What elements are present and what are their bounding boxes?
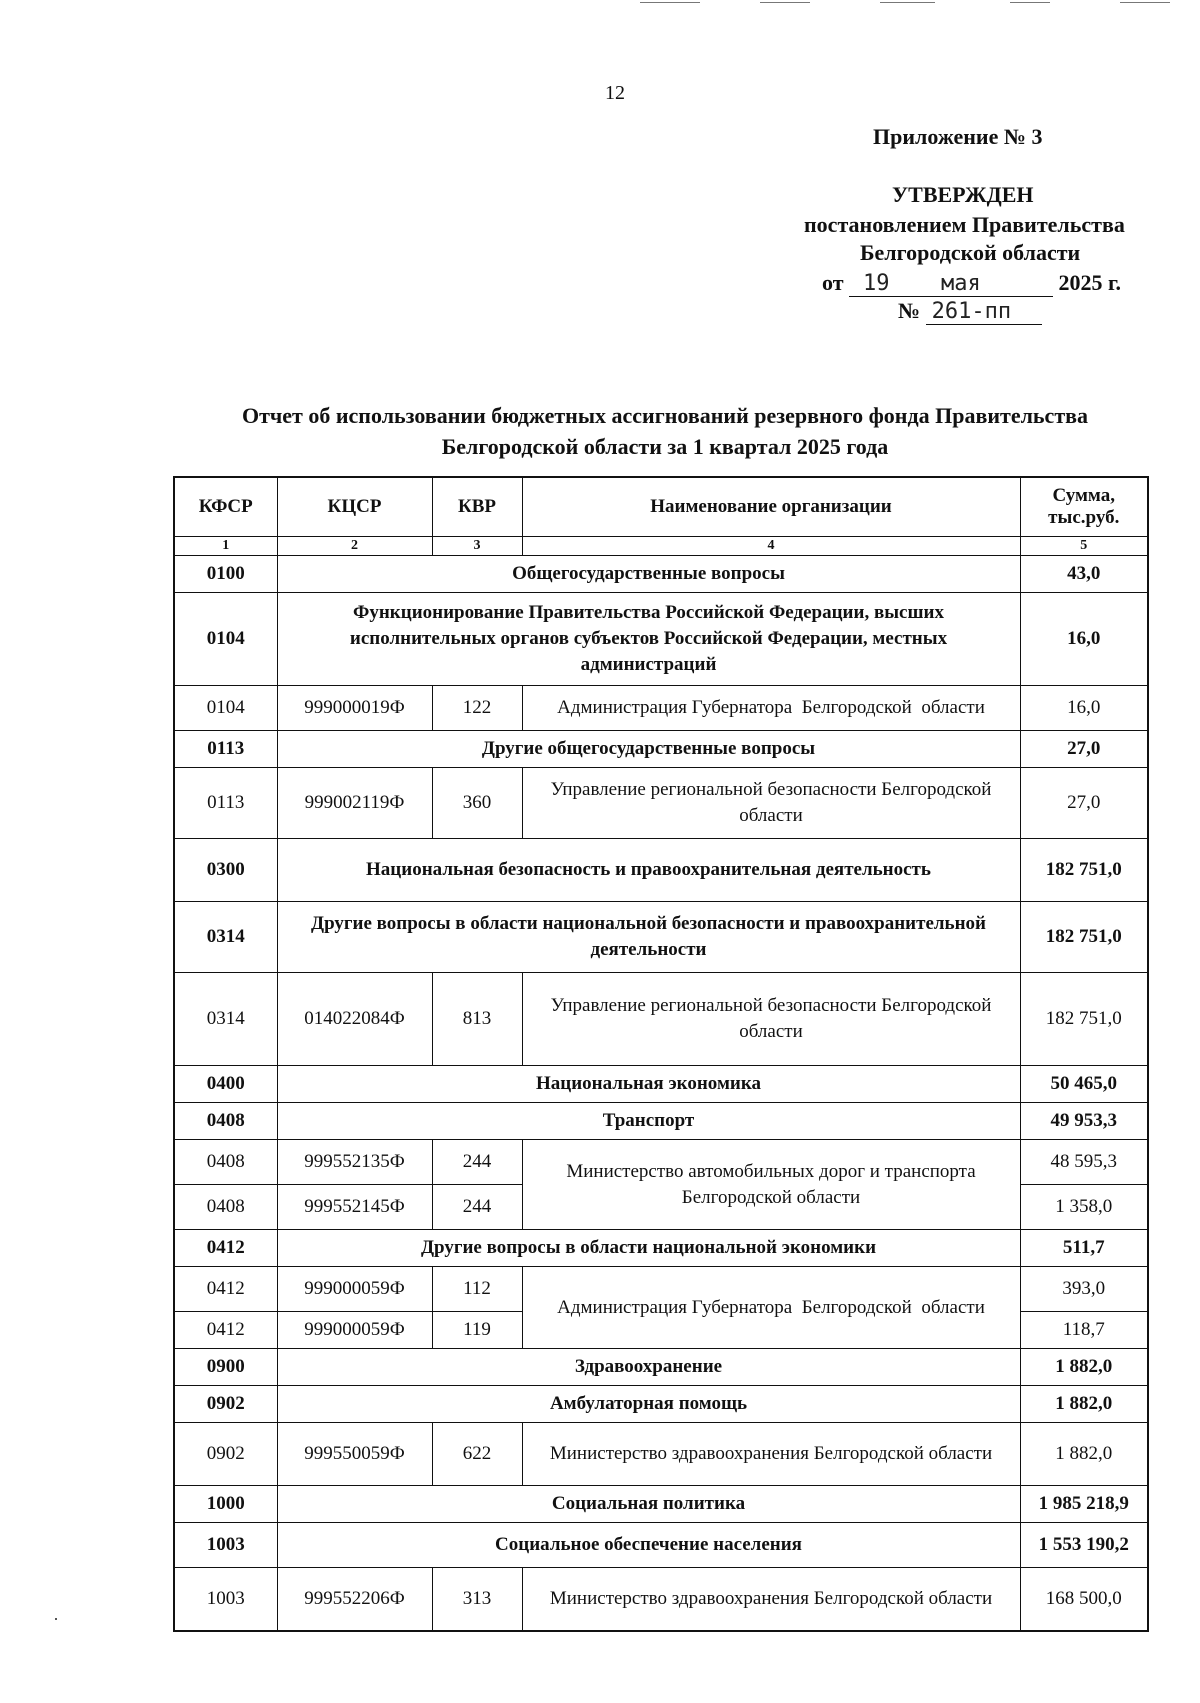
section-name: Общегосударственные вопросы bbox=[277, 556, 1020, 593]
kvr-cell: 112 bbox=[432, 1267, 522, 1312]
section-name: Другие вопросы в области национальной безопасности и правоохранительной деятельности bbox=[277, 902, 1020, 973]
kcsr-cell: 999000019Ф bbox=[277, 686, 432, 731]
kvr-cell: 622 bbox=[432, 1423, 522, 1486]
table-row bbox=[174, 1423, 1148, 1486]
date-day: 19 bbox=[849, 272, 931, 297]
table-row bbox=[174, 686, 1148, 731]
date-month: мая bbox=[931, 272, 1053, 297]
report-title-line2: Белгородской области за 1 квартал 2025 года bbox=[441, 434, 889, 459]
kfsr-cell: 1000 bbox=[174, 1486, 277, 1523]
column-number: 2 bbox=[277, 537, 432, 556]
kfsr-cell: 0902 bbox=[174, 1423, 277, 1486]
table-header-row bbox=[174, 477, 1148, 537]
column-number: 4 bbox=[522, 537, 1020, 556]
decree-label: постановлением Правительства bbox=[804, 212, 1125, 237]
section-row bbox=[174, 839, 1148, 902]
section-name: Транспорт bbox=[277, 1103, 1020, 1140]
kfsr-cell: 0902 bbox=[174, 1386, 277, 1423]
sum-cell: 1 882,0 bbox=[1020, 1386, 1148, 1423]
section-name: Социальное обеспечение населения bbox=[277, 1523, 1020, 1568]
date-year: 2025 г. bbox=[1058, 270, 1122, 295]
subsection-row bbox=[174, 1523, 1148, 1568]
org-name-cell: Министерство здравоохранения Белгородской области bbox=[522, 1423, 1020, 1486]
kfsr-cell: 0113 bbox=[174, 768, 277, 839]
sum-cell: 27,0 bbox=[1020, 731, 1148, 768]
org-name-cell: Управление региональной безопасности Белгородской области bbox=[522, 768, 1020, 839]
kvr-cell: 360 bbox=[432, 768, 522, 839]
kfsr-cell: 0314 bbox=[174, 973, 277, 1066]
section-row bbox=[174, 1066, 1148, 1103]
kfsr-cell: 0412 bbox=[174, 1312, 277, 1349]
kcsr-cell: 999552206Ф bbox=[277, 1568, 432, 1632]
sum-cell: 182 751,0 bbox=[1020, 902, 1148, 973]
org-name-cell: Администрация Губернатора Белгородской области bbox=[522, 686, 1020, 731]
org-name-cell: Администрация Губернатора Белгородской области bbox=[522, 1267, 1020, 1349]
sum-cell: 1 553 190,2 bbox=[1020, 1523, 1148, 1568]
sum-cell: 1 882,0 bbox=[1020, 1423, 1148, 1486]
kfsr-cell: 0314 bbox=[174, 902, 277, 973]
region-label: Белгородской области bbox=[860, 240, 1081, 265]
section-name: Другие общегосударственные вопросы bbox=[277, 731, 1020, 768]
header-sum: Сумма, тыс.руб. bbox=[1020, 477, 1148, 537]
header-org-name: Наименование организации bbox=[522, 477, 1020, 537]
table-row bbox=[174, 1140, 1148, 1185]
kcsr-cell: 999002119Ф bbox=[277, 768, 432, 839]
approval-date bbox=[822, 268, 1121, 298]
appendix-label: Приложение № 3 bbox=[873, 124, 1043, 149]
sum-cell: 1 358,0 bbox=[1020, 1185, 1148, 1230]
kvr-cell: 119 bbox=[432, 1312, 522, 1349]
kfsr-cell: 0412 bbox=[174, 1267, 277, 1312]
sum-cell: 43,0 bbox=[1020, 556, 1148, 593]
kfsr-cell: 0408 bbox=[174, 1103, 277, 1140]
kfsr-cell: 0408 bbox=[174, 1185, 277, 1230]
kfsr-cell: 0100 bbox=[174, 556, 277, 593]
kcsr-cell: 999552145Ф bbox=[277, 1185, 432, 1230]
subsection-row bbox=[174, 593, 1148, 686]
report-title-line1: Отчет об использовании бюджетных ассигнований резервного фонда Правительства bbox=[241, 403, 1089, 428]
kcsr-cell: 999552135Ф bbox=[277, 1140, 432, 1185]
kvr-cell: 813 bbox=[432, 973, 522, 1066]
section-row bbox=[174, 1486, 1148, 1523]
org-name-cell: Министерство здравоохранения Белгородской области bbox=[522, 1568, 1020, 1632]
org-name-cell: Министерство автомобильных дорог и транспорта Белгородской области bbox=[522, 1140, 1020, 1230]
header-kcsr: КЦСР bbox=[277, 477, 432, 537]
approval-number bbox=[898, 296, 1042, 326]
section-row bbox=[174, 1349, 1148, 1386]
approved-label: УТВЕРЖДЕН bbox=[892, 182, 1034, 207]
scan-artifact bbox=[760, 2, 810, 3]
sum-cell: 182 751,0 bbox=[1020, 973, 1148, 1066]
scan-artifact bbox=[640, 2, 700, 3]
org-name-cell: Управление региональной безопасности Белгородской области bbox=[522, 973, 1020, 1066]
date-prefix: от bbox=[822, 270, 844, 295]
sum-cell: 50 465,0 bbox=[1020, 1066, 1148, 1103]
scan-artifact bbox=[880, 2, 935, 3]
kcsr-cell: 999550059Ф bbox=[277, 1423, 432, 1486]
header-kvr: КВР bbox=[432, 477, 522, 537]
number-value: 261-пп bbox=[926, 300, 1042, 325]
sum-cell: 393,0 bbox=[1020, 1267, 1148, 1312]
kfsr-cell: 0104 bbox=[174, 593, 277, 686]
kfsr-cell: 0300 bbox=[174, 839, 277, 902]
sum-cell: 1 985 218,9 bbox=[1020, 1486, 1148, 1523]
table-row bbox=[174, 768, 1148, 839]
section-name: Национальная экономика bbox=[277, 1066, 1020, 1103]
number-prefix: № bbox=[898, 298, 921, 323]
report-title bbox=[170, 400, 1160, 462]
kfsr-cell: 0412 bbox=[174, 1230, 277, 1267]
column-number: 1 bbox=[174, 537, 277, 556]
sum-cell: 49 953,3 bbox=[1020, 1103, 1148, 1140]
kvr-cell: 244 bbox=[432, 1185, 522, 1230]
section-name: Амбулаторная помощь bbox=[277, 1386, 1020, 1423]
subsection-row bbox=[174, 902, 1148, 973]
page-number: 12 bbox=[605, 82, 625, 104]
subsection-row bbox=[174, 1103, 1148, 1140]
kcsr-cell: 999000059Ф bbox=[277, 1267, 432, 1312]
kfsr-cell: 1003 bbox=[174, 1568, 277, 1632]
sum-cell: 511,7 bbox=[1020, 1230, 1148, 1267]
sum-cell: 16,0 bbox=[1020, 593, 1148, 686]
kfsr-cell: 1003 bbox=[174, 1523, 277, 1568]
sum-cell: 27,0 bbox=[1020, 768, 1148, 839]
section-row bbox=[174, 556, 1148, 593]
sum-cell: 1 882,0 bbox=[1020, 1349, 1148, 1386]
section-name: Национальная безопасность и правоохранительная деятельность bbox=[277, 839, 1020, 902]
kfsr-cell: 0400 bbox=[174, 1066, 277, 1103]
section-name: Функционирование Правительства Российской Федерации, высших исполнительных органов субъектов Российской Федерации, местных администраций bbox=[277, 593, 1020, 686]
kvr-cell: 122 bbox=[432, 686, 522, 731]
table-row bbox=[174, 1267, 1148, 1312]
subsection-row bbox=[174, 731, 1148, 768]
table-row bbox=[174, 1568, 1148, 1632]
column-number-row bbox=[174, 537, 1148, 556]
sum-cell: 118,7 bbox=[1020, 1312, 1148, 1349]
report-table bbox=[173, 476, 1149, 1632]
subsection-row bbox=[174, 1386, 1148, 1423]
column-number: 5 bbox=[1020, 537, 1148, 556]
kvr-cell: 244 bbox=[432, 1140, 522, 1185]
scan-speck bbox=[55, 1618, 57, 1620]
section-name: Социальная политика bbox=[277, 1486, 1020, 1523]
section-name: Здравоохранение bbox=[277, 1349, 1020, 1386]
subsection-row bbox=[174, 1230, 1148, 1267]
kfsr-cell: 0113 bbox=[174, 731, 277, 768]
column-number: 3 bbox=[432, 537, 522, 556]
sum-cell: 182 751,0 bbox=[1020, 839, 1148, 902]
kfsr-cell: 0900 bbox=[174, 1349, 277, 1386]
kfsr-cell: 0104 bbox=[174, 686, 277, 731]
sum-cell: 168 500,0 bbox=[1020, 1568, 1148, 1632]
sum-cell: 48 595,3 bbox=[1020, 1140, 1148, 1185]
scan-artifact bbox=[1010, 2, 1050, 3]
kcsr-cell: 999000059Ф bbox=[277, 1312, 432, 1349]
section-name: Другие вопросы в области национальной экономики bbox=[277, 1230, 1020, 1267]
kfsr-cell: 0408 bbox=[174, 1140, 277, 1185]
kcsr-cell: 014022084Ф bbox=[277, 973, 432, 1066]
scan-artifact bbox=[1120, 2, 1170, 3]
kvr-cell: 313 bbox=[432, 1568, 522, 1632]
table-row bbox=[174, 973, 1148, 1066]
header-kfsr: КФСР bbox=[174, 477, 277, 537]
sum-cell: 16,0 bbox=[1020, 686, 1148, 731]
